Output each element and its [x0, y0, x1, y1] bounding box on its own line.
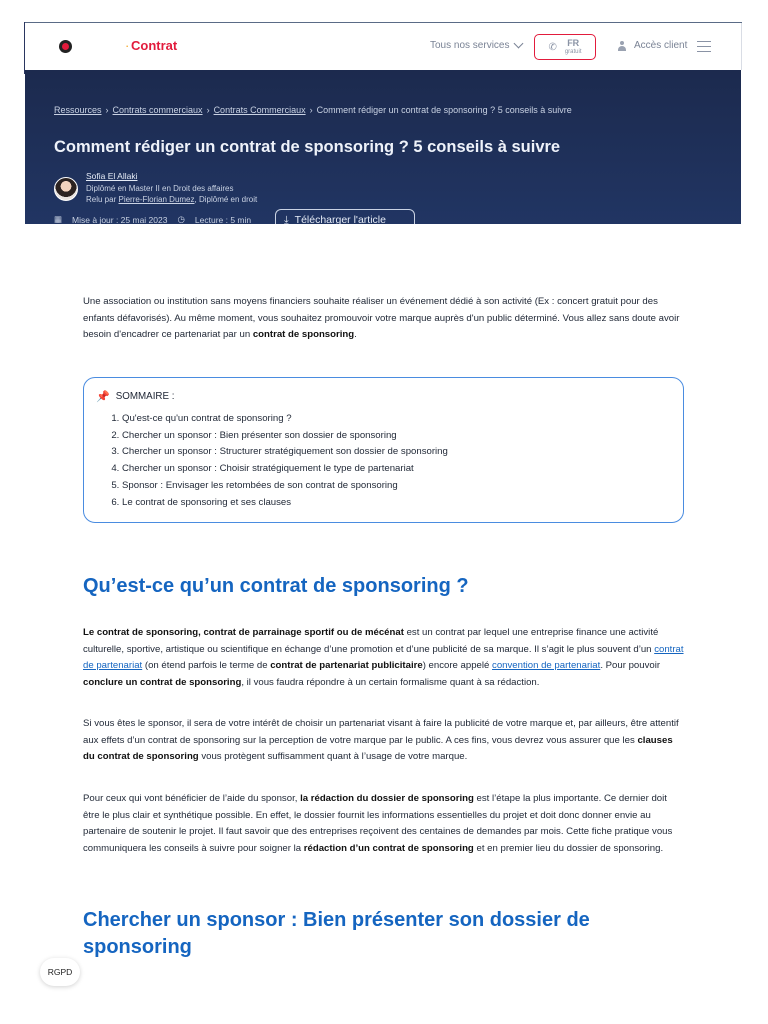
nav-services-menu[interactable]	[430, 40, 522, 51]
download-icon: ⤓	[284, 213, 289, 224]
calendar-icon: ▦	[54, 214, 63, 224]
brand-badge-icon[interactable]	[59, 40, 72, 53]
bold-text: rédaction d’un contrat de sponsoring	[303, 842, 474, 854]
chevron-right-icon: ›	[105, 105, 109, 115]
author-avatar	[54, 177, 78, 201]
account-link[interactable]	[617, 40, 687, 51]
toc-item[interactable]: 4. Chercher un sponsor : Choisir stratégiquement le type de partenariat	[122, 461, 448, 478]
reviewed-prefix: Relu par	[86, 195, 117, 204]
chevron-down-icon	[514, 39, 524, 49]
breadcrumb-current: Comment rédiger un contrat de sponsoring ? 5 conseils à suivre	[316, 105, 572, 115]
text: ) encore appelé	[422, 660, 493, 672]
rgpd-button[interactable]: RGPD	[40, 958, 80, 986]
phone-lang: FR	[567, 38, 580, 48]
author-role: Diplômé en Master II en Droit des affaires	[86, 183, 234, 193]
toc-item[interactable]: 5. Sponsor : Envisager les retombées de son contrat de sponsoring	[122, 478, 448, 495]
author-name[interactable]: Sofia El Allaki	[86, 171, 138, 181]
breadcrumb-contrats-commerciaux[interactable]: Contrats commerciaux	[112, 105, 203, 115]
phone-button[interactable]	[534, 34, 596, 60]
table-of-contents	[83, 377, 684, 523]
toc-item[interactable]: 1. Qu'est-ce qu'un contrat de sponsoring ?	[122, 411, 448, 428]
text: . Pour pouvoir	[600, 660, 661, 672]
bold-text: la rédaction du dossier de sponsoring	[300, 793, 474, 804]
link-contrat-partenariat[interactable]: contrat de partenariat	[83, 643, 684, 672]
section-heading-dossier: Chercher un sponsor : Bien présenter son dossier de sponsoring	[83, 909, 590, 958]
phone-free-label: gratuit	[564, 49, 582, 55]
account-label: Accès client	[634, 40, 688, 51]
text: et en premier lieu du dossier de sponsoring.	[473, 842, 664, 854]
toc-title: SOMMAIRE :	[115, 391, 175, 402]
toc-item[interactable]: 3. Chercher un sponsor : Structurer stratégiquement son dossier de sponsoring	[122, 444, 448, 461]
section-heading-definition: Qu’est-ce qu’un contrat de sponsoring ?	[83, 575, 469, 597]
download-article-button[interactable]	[275, 209, 415, 224]
breadcrumb	[54, 105, 572, 115]
intro-paragraph	[83, 294, 686, 344]
text: vous protègent suffisamment quant à l’usage de votre marque.	[198, 751, 468, 763]
clock-icon: ◷	[177, 214, 185, 224]
article-meta	[54, 214, 251, 224]
site-logo[interactable]: Contrat	[131, 38, 178, 53]
chevron-right-icon: ›	[309, 105, 313, 115]
text: est un contrat par lequel une entreprise finance une activité culturelle, sportive, artistique ou scientifique en échange d’une promotion et d’une publicité de sa marque. Il s’agit le plus souvent d’un	[83, 627, 659, 655]
reviewer-link[interactable]: Pierre-Florian Dumez	[118, 195, 195, 204]
text: , il vous faudra répondre à un certain formalisme quant à sa rédaction.	[241, 676, 540, 688]
section1-paragraph-2	[83, 716, 686, 766]
updated-date: Mise à jour : 25 mai 2023	[72, 214, 168, 224]
toc-item[interactable]: 2. Chercher un sponsor : Bien présenter son dossier de sponsoring	[122, 428, 448, 445]
toc-list	[96, 411, 448, 511]
breadcrumb-contrats-commerciaux-2[interactable]: Contrats Commerciaux	[213, 105, 306, 115]
toc-heading	[96, 390, 175, 403]
section1-paragraph-1	[83, 625, 686, 691]
page-title: Comment rédiger un contrat de sponsoring ? 5 conseils à suivre	[54, 138, 561, 156]
toc-item[interactable]: 6. Le contrat de sponsoring et ses clauses	[122, 495, 448, 512]
download-label: Télécharger l'article	[294, 214, 386, 224]
text: est l’étape la plus importante. Ce dernier doit être le plus clair et synthétique possible. En effet, le dossier fournit les informations essentielles du projet et doit donc donner envie au partenaire de soutenir le projet. Il faut savoir que des entreprises reçoivent des centaines de demandes par mois. Cette fiche pratique vous communiquera les conseils à suivre pour soigner la	[83, 793, 673, 854]
bold-text: contrat de partenariat publicitaire	[270, 660, 423, 672]
text: Pour ceux qui vont bénéficier de l’aide du sponsor,	[83, 793, 301, 804]
chevron-right-icon: ›	[206, 105, 210, 115]
intro-bold: contrat de sponsoring	[252, 329, 355, 341]
intro-text: Une association ou institution sans moyens financiers souhaite réaliser un événement dédié à son activité (Ex : concert gratuit pour des enfants défavorisés). Au même moment, vous souhaitez promouvoir votre marque auprès d'un public déterminé. Vous allez sans doute avoir besoin d'encadrer ce partenariat par un	[83, 296, 680, 341]
reviewer-role: , Diplômé en droit	[194, 195, 258, 204]
text: Si vous êtes le sponsor, il sera de votre intérêt de choisir un partenariat visant à faire la publicité de votre marque et, par ailleurs, être attentif aux effets d’un contrat de sponsoring sur la perception de votre marque par le public. A ces fins, vous devrez vous assurer que les	[83, 718, 679, 746]
logo-dot-icon: ·	[125, 38, 130, 53]
site-header	[25, 23, 742, 70]
article-hero	[25, 70, 741, 224]
pushpin-icon: 📌	[96, 391, 110, 403]
author-info	[86, 171, 257, 206]
section1-paragraph-3	[83, 791, 686, 857]
link-convention-partenariat[interactable]: convention de partenariat	[492, 660, 601, 672]
text: (on étend parfois le terme de	[142, 660, 271, 672]
intro-end: .	[354, 329, 357, 341]
breadcrumb-ressources[interactable]: Ressources	[54, 105, 102, 115]
hamburger-menu-icon[interactable]	[697, 41, 711, 52]
phone-lang-box	[565, 39, 582, 55]
bold-text: conclure un contrat de sponsoring	[83, 676, 242, 688]
phone-icon: ✆	[548, 41, 557, 53]
user-icon	[617, 41, 627, 51]
bold-text: Le contrat de sponsoring, contrat de parrainage sportif ou de mécénat	[83, 627, 404, 638]
nav-services-label: Tous nos services	[430, 40, 510, 51]
bold-text: clauses du contrat de sponsoring	[83, 734, 673, 763]
reading-time: Lecture : 5 min	[194, 214, 252, 224]
